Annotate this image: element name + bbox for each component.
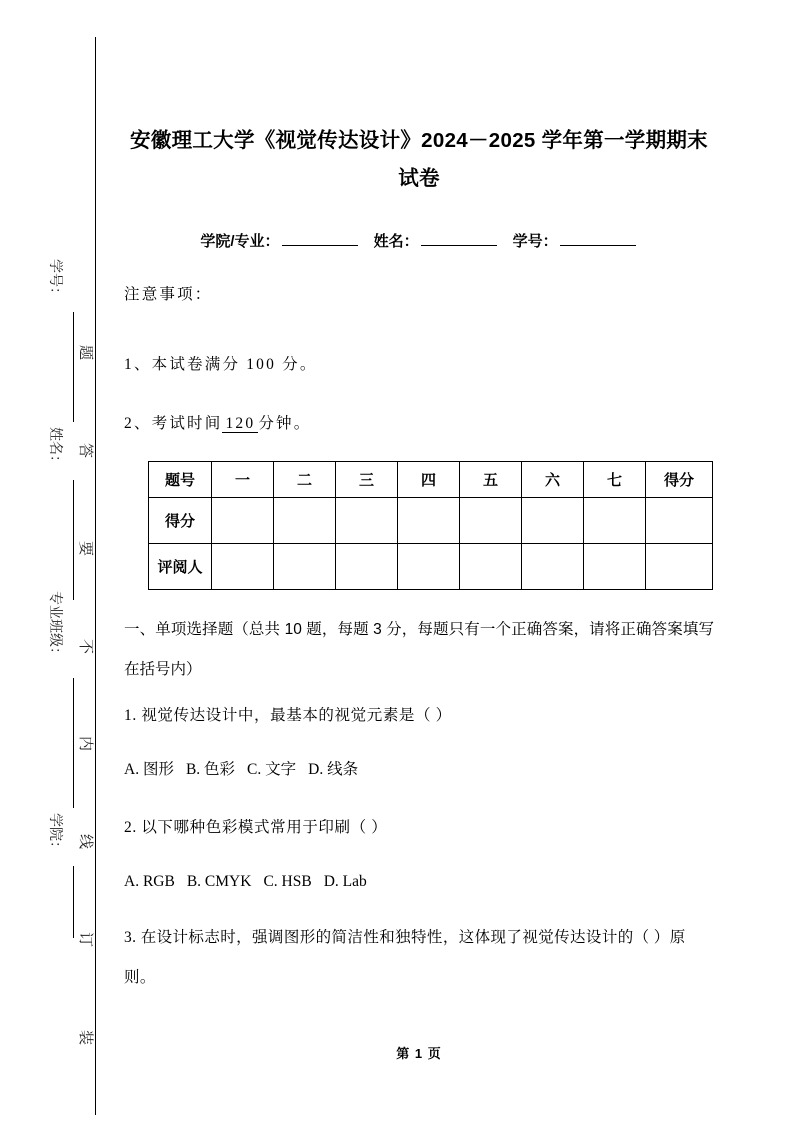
question-2: [124, 808, 714, 890]
score-cell-7[interactable]: [584, 498, 646, 544]
margin-label-name-text: 姓名：: [47, 427, 62, 469]
question-1-option-a[interactable]: A. 图形: [124, 761, 174, 778]
question-1-stem: [124, 696, 714, 736]
table-header-q7: 七: [584, 462, 646, 498]
question-2-number: 2.: [124, 819, 137, 836]
margin-label-college: [26, 813, 86, 855]
page-footer: 第 1 页: [396, 1046, 442, 1061]
score-cell-1[interactable]: [212, 498, 274, 544]
seal-char-xian: 线: [77, 834, 94, 850]
question-3: [124, 918, 714, 998]
notes-heading: 注意事项：: [124, 286, 213, 303]
question-1-number: 1.: [124, 707, 137, 724]
college-major-blank[interactable]: [282, 232, 358, 246]
question-2-option-b[interactable]: B. CMYK: [186, 873, 252, 890]
reviewer-cell-2[interactable]: [274, 544, 336, 590]
question-2-option-c[interactable]: C. HSB: [263, 873, 312, 890]
margin-label-class: [26, 591, 86, 661]
binding-margin-zone: [0, 0, 95, 1122]
score-cell-5[interactable]: [460, 498, 522, 544]
student-id-blank[interactable]: [560, 232, 636, 246]
seal-char-nei: 内: [77, 736, 94, 752]
table-header-q4: 四: [398, 462, 460, 498]
name-label: 姓名：: [373, 233, 419, 250]
seal-char-ti: 题: [77, 344, 94, 361]
college-major-label: 学院/专业：: [200, 233, 280, 250]
table-header-q3: 三: [336, 462, 398, 498]
question-3-text: 在设计标志时，强调图形的简洁性和独特性，这体现了视觉传达设计的（ ）原则。: [124, 929, 686, 986]
student-info-line: [124, 230, 714, 251]
margin-label-student-id-text: 学号：: [47, 259, 62, 301]
section-heading-multiple-choice: 一、单项选择题（总共 10 题，每题 3 分，每题只有一个正确答案，请将正确答案填写在括号内）: [124, 621, 714, 678]
margin-rule-college: [73, 866, 74, 938]
score-cell-4[interactable]: [398, 498, 460, 544]
margin-info-column: [26, 258, 86, 938]
score-cell-2[interactable]: [274, 498, 336, 544]
reviewer-cell-5[interactable]: [460, 544, 522, 590]
margin-label-student-id: [26, 259, 86, 301]
question-3-stem: [124, 918, 714, 998]
note-item-2-suffix: 分钟。: [258, 415, 312, 432]
table-header-q6: 六: [522, 462, 584, 498]
table-row-reviewer: [149, 544, 713, 590]
reviewer-cell-total[interactable]: [646, 544, 713, 590]
seal-char-ding: 订: [77, 932, 94, 948]
question-2-option-a[interactable]: A. RGB: [124, 873, 175, 890]
reviewer-cell-1[interactable]: [212, 544, 274, 590]
name-blank[interactable]: [421, 232, 497, 246]
table-row-score: [149, 498, 713, 544]
margin-rule-class: [73, 678, 74, 808]
score-cell-total[interactable]: [646, 498, 713, 544]
question-1-options: [124, 750, 358, 790]
question-2-text: 以下哪种色彩模式常用于印刷（ ）: [141, 819, 388, 836]
question-1-option-d[interactable]: D. 线条: [308, 761, 359, 778]
table-row-label-score: 得分: [149, 498, 212, 544]
margin-label-class-text: 专业班级：: [47, 591, 62, 661]
seal-char-yao: 要: [77, 540, 94, 556]
score-cell-6[interactable]: [522, 498, 584, 544]
question-1-option-b[interactable]: B. 色彩: [185, 761, 236, 778]
table-header-q1: 一: [212, 462, 274, 498]
note-item-1: 1、本试卷满分 100 分。: [124, 356, 318, 373]
exam-duration-value: 120: [222, 415, 258, 433]
question-1: [124, 696, 714, 778]
margin-label-name: [26, 427, 86, 469]
reviewer-cell-3[interactable]: [336, 544, 398, 590]
seal-char-da: 答: [77, 442, 94, 458]
seal-char-zhuang: 装: [77, 1029, 94, 1045]
note-item-2: [124, 411, 311, 433]
question-2-options: [124, 862, 367, 902]
margin-rule-student-id: [73, 312, 74, 422]
question-1-text: 视觉传达设计中，最基本的视觉元素是（ ）: [141, 707, 452, 724]
reviewer-cell-7[interactable]: [584, 544, 646, 590]
question-2-stem: [124, 808, 714, 848]
page-title: 安徽理工大学《视觉传达设计》2024－2025 学年第一学期期末试卷: [129, 129, 708, 190]
note-item-2-prefix: 2、考试时间: [124, 415, 223, 432]
margin-label-college-text: 学院：: [47, 813, 62, 855]
question-2-option-d[interactable]: D. Lab: [323, 873, 367, 890]
reviewer-cell-6[interactable]: [522, 544, 584, 590]
table-header-q5: 五: [460, 462, 522, 498]
margin-rule-name: [73, 480, 74, 600]
table-row-header: [149, 462, 713, 498]
table-header-total: 得分: [646, 462, 713, 498]
seal-char-bu: 不: [77, 638, 94, 654]
score-cell-3[interactable]: [336, 498, 398, 544]
table-header-q2: 二: [274, 462, 336, 498]
reviewer-cell-4[interactable]: [398, 544, 460, 590]
question-3-number: 3.: [124, 929, 137, 946]
table-row-label-reviewer: 评阅人: [149, 544, 212, 590]
question-1-option-c[interactable]: C. 文字: [247, 761, 297, 778]
document-body: [124, 0, 714, 1122]
student-id-label: 学号：: [512, 233, 558, 250]
score-table: [148, 461, 713, 590]
table-header-question-no: 题号: [149, 462, 212, 498]
